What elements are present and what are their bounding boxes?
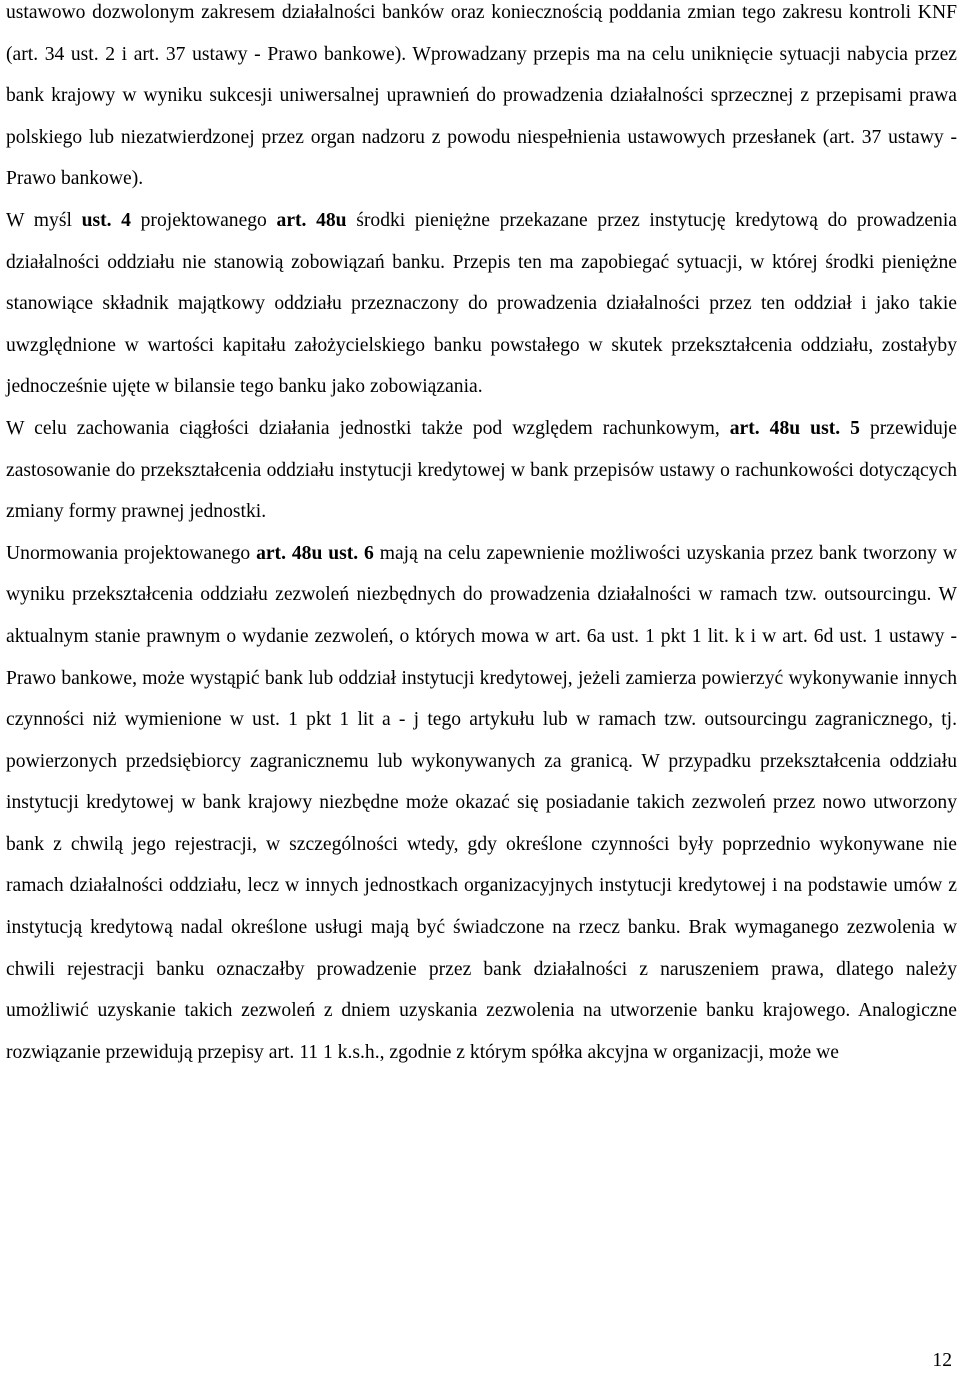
text-segment: środki pieniężne przekazane przez instytucję kredytową do prowadzenia działalności oddziału nie stanowią zobowiązań banku. Przepis ten ma zapobiegać sytuacji, w której środki pieniężne stanowiące składnik majątkowy oddziału przeznaczony do prowadzenia działalności przez ten oddział i jako takie uwzględnione w wartości kapitału założycielskiego banku powstałego w skutek przekształcenia oddziału, zostałyby jednocześnie ujęte w bilansie tego banku jako zobowiązania. <box>6 209 957 398</box>
text-segment: projektowanego <box>130 209 277 231</box>
bold-reference: art. 48u <box>276 209 347 231</box>
page-number: 12 <box>932 1350 952 1371</box>
bold-reference: art. 48u ust. 6 <box>256 542 374 564</box>
paragraph-1 <box>6 0 957 200</box>
bold-reference: ust. 4 <box>81 209 131 231</box>
document-page <box>6 0 957 1073</box>
paragraph-3 <box>6 408 957 533</box>
text-segment: Unormowania projektowanego <box>6 542 257 564</box>
text-segment: mają na celu zapewnienie możliwości uzyskania przez bank tworzony w wyniku przekształcenia oddziału zezwoleń niezbędnych do prowadzenia działalności w ramach tzw. outsourcingu. W aktualnym stanie prawnym o wydanie zezwoleń, o których mowa w art. 6a ust. 1 pkt 1 lit. k i w art. 6d ust. 1 ustawy - Prawo bankowe, może wystąpić bank lub oddział instytucji kredytowej, jeżeli zamierza powierzyć wykonywanie innych czynności niż wymienione w ust. 1 pkt 1 lit a - j tego artykułu lub w ramach tzw. outsourcingu zagranicznego, tj. powierzonych przedsiębiorcy zagranicznemu lub wykonywanych za granicą. W przypadku przekształcenia oddziału instytucji kredytowej w bank krajowy niezbędne może okazać się posiadanie takich zezwoleń przez nowo utworzony bank z chwilą jego rejestracji, w szczególności wtedy, gdy określone czynności były poprzednio wykonywane nie ramach działalności oddziału, lecz w innych jednostkach organizacyjnych instytucji kredytowej i na podstawie umów z instytucją kredytową nadal określone usługi mają być świadczone na rzecz banku. Brak wymaganego zezwolenia w chwili rejestracji banku oznaczałby prowadzenie przez bank działalności z naruszeniem prawa, dlatego należy umożliwić uzyskanie takich zezwoleń z dniem uzyskania zezwolenia na utworzenie banku krajowego. Analogiczne rozwiązanie przewidują przepisy art. 11 1 k.s.h., zgodnie z którym spółka akcyjna w organizacji, może we <box>6 542 957 1063</box>
paragraph-2 <box>6 200 957 408</box>
bold-reference: art. 48u ust. 5 <box>729 417 860 439</box>
paragraph-4 <box>6 533 957 1074</box>
text-segment: W myśl <box>6 209 82 231</box>
text-segment: przewiduje zastosowanie do przekształcenia oddziału instytucji kredytowej w bank przepisów ustawy o rachunkowości dotyczących zmiany formy prawnej jednostki. <box>6 417 957 523</box>
text-segment: ustawowo dozwolonym zakresem działalności banków oraz koniecznością poddania zmian tego zakresu kontroli KNF (art. 34 ust. 2 i art. 37 ustawy - Prawo bankowe). Wprowadzany przepis ma na celu uniknięcie sytuacji nabycia przez bank krajowy w wyniku sukcesji uniwersalnej uprawnień do prowadzenia działalności sprzecznej z przepisami prawa polskiego lub niezatwierdzonej przez organ nadzoru z powodu niespełnienia ustawowych przesłanek (art. 37 ustawy - Prawo bankowe). <box>6 2 957 190</box>
text-segment: W celu zachowania ciągłości działania jednostki także pod względem rachunkowym, <box>6 417 730 439</box>
